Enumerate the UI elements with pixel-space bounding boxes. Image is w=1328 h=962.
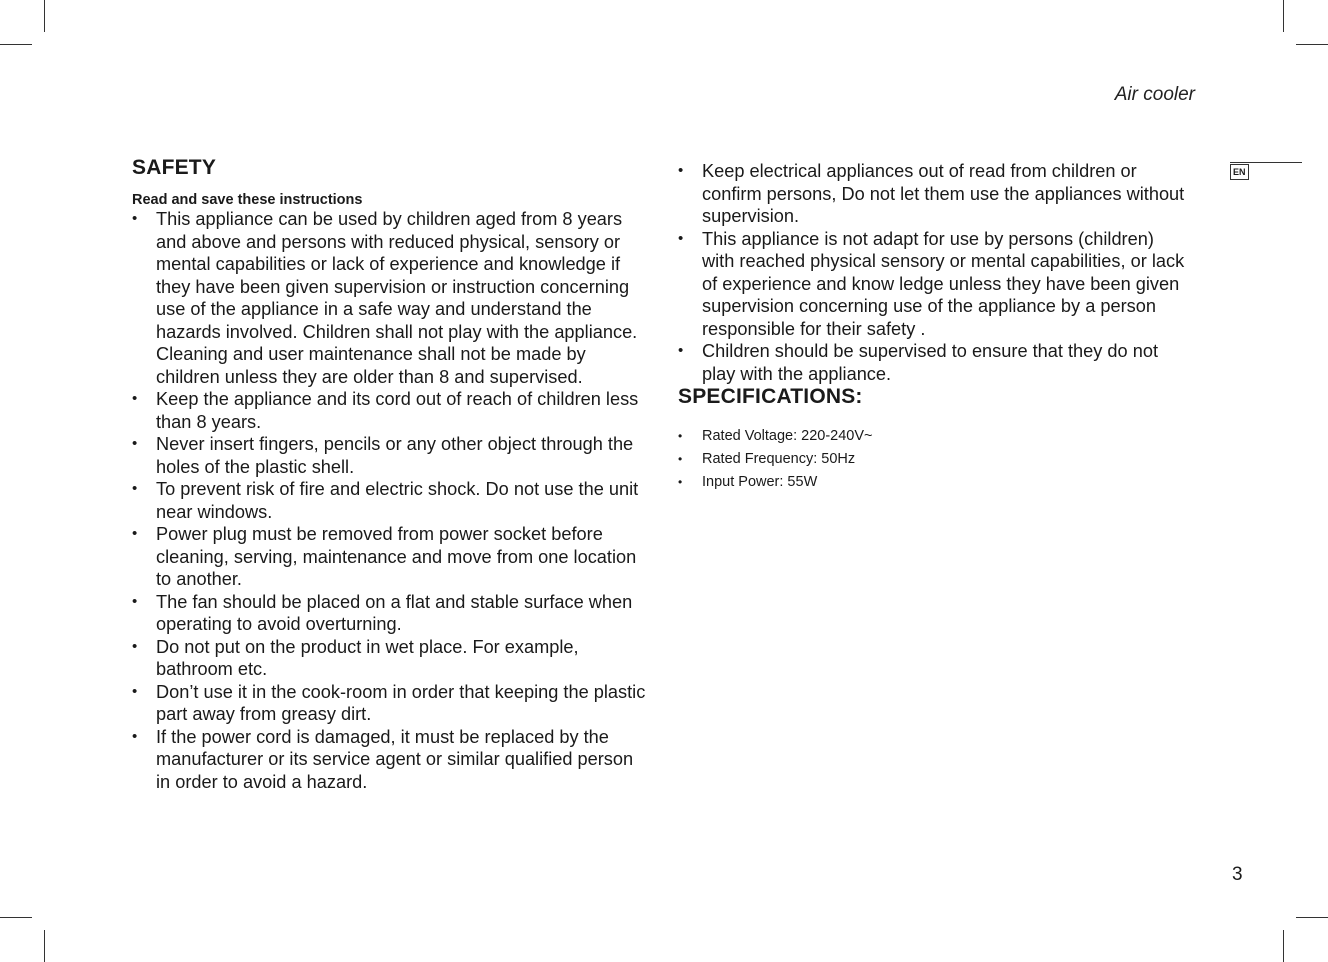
crop-mark [0,917,32,918]
crop-mark [44,930,45,962]
list-item: • To prevent risk of fire and electric shock. Do not use the unit near windows. [132,478,652,523]
safety-list [132,208,652,793]
language-tab-rule [1230,162,1302,163]
crop-mark [1283,0,1284,32]
crop-mark [1296,917,1328,918]
crop-mark [1296,44,1328,45]
safety-heading: SAFETY [132,156,217,179]
specifications-heading: SPECIFICATIONS: [678,385,863,408]
list-item: • Keep the appliance and its cord out of reach of children less than 8 years. [132,388,652,433]
list-item: • Never insert fingers, pencils or any other object through the holes of the plastic shell. [132,433,652,478]
list-item: • Do not put on the product in wet place. For example, bathroom etc. [132,636,652,681]
document-title: Air cooler [1114,84,1195,105]
crop-mark [0,44,32,45]
spec-item: • Rated Frequency: 50Hz [678,448,1188,471]
list-item: • Children should be supervised to ensure that they do not play with the appliance. [678,340,1188,385]
list-item: • This appliance is not adapt for use by persons (children) with reached physical sensory or mental capabilities, or lack of experience and know ledge unless they have been given supervision concerning use of the appliance by a person responsible for their safety . [678,228,1188,341]
list-item: • The fan should be placed on a flat and stable surface when operating to avoid overturning. [132,591,652,636]
list-item: • Power plug must be removed from power socket before cleaning, serving, maintenance and move from one location to another. [132,523,652,591]
safety-subheading: Read and save these instructions [132,192,363,208]
list-item: • Don’t use it in the cook-room in order that keeping the plastic part away from greasy dirt. [132,681,652,726]
page-number: 3 [1232,864,1243,885]
language-badge: EN [1230,164,1249,180]
crop-mark [1283,930,1284,962]
spec-item: • Input Power: 55W [678,471,1188,494]
safety-list-continued [678,160,1188,385]
left-column [132,156,652,793]
spec-item: • Rated Voltage: 220-240V~ [678,425,1188,448]
list-item: • Keep electrical appliances out of read from children or confirm persons, Do not let them use the appliances without supervision. [678,160,1188,228]
list-item: • This appliance can be used by children aged from 8 years and above and persons with reduced physical, sensory or mental capabilities or lack of experience and knowledge if they have been given supervision or instruction concerning use of the appliance in a safe way and understand the hazards involved. Children shall not play with the appliance. Cleaning and user maintenance shall not be made by children unless they are older than 8 and supervised. [132,208,652,388]
language-tab [1230,160,1302,182]
specifications-list [678,425,1188,493]
crop-mark [44,0,45,32]
right-column [678,160,1208,493]
list-item: • If the power cord is damaged, it must be replaced by the manufacturer or its service agent or similar qualified person in order to avoid a hazard. [132,726,652,794]
